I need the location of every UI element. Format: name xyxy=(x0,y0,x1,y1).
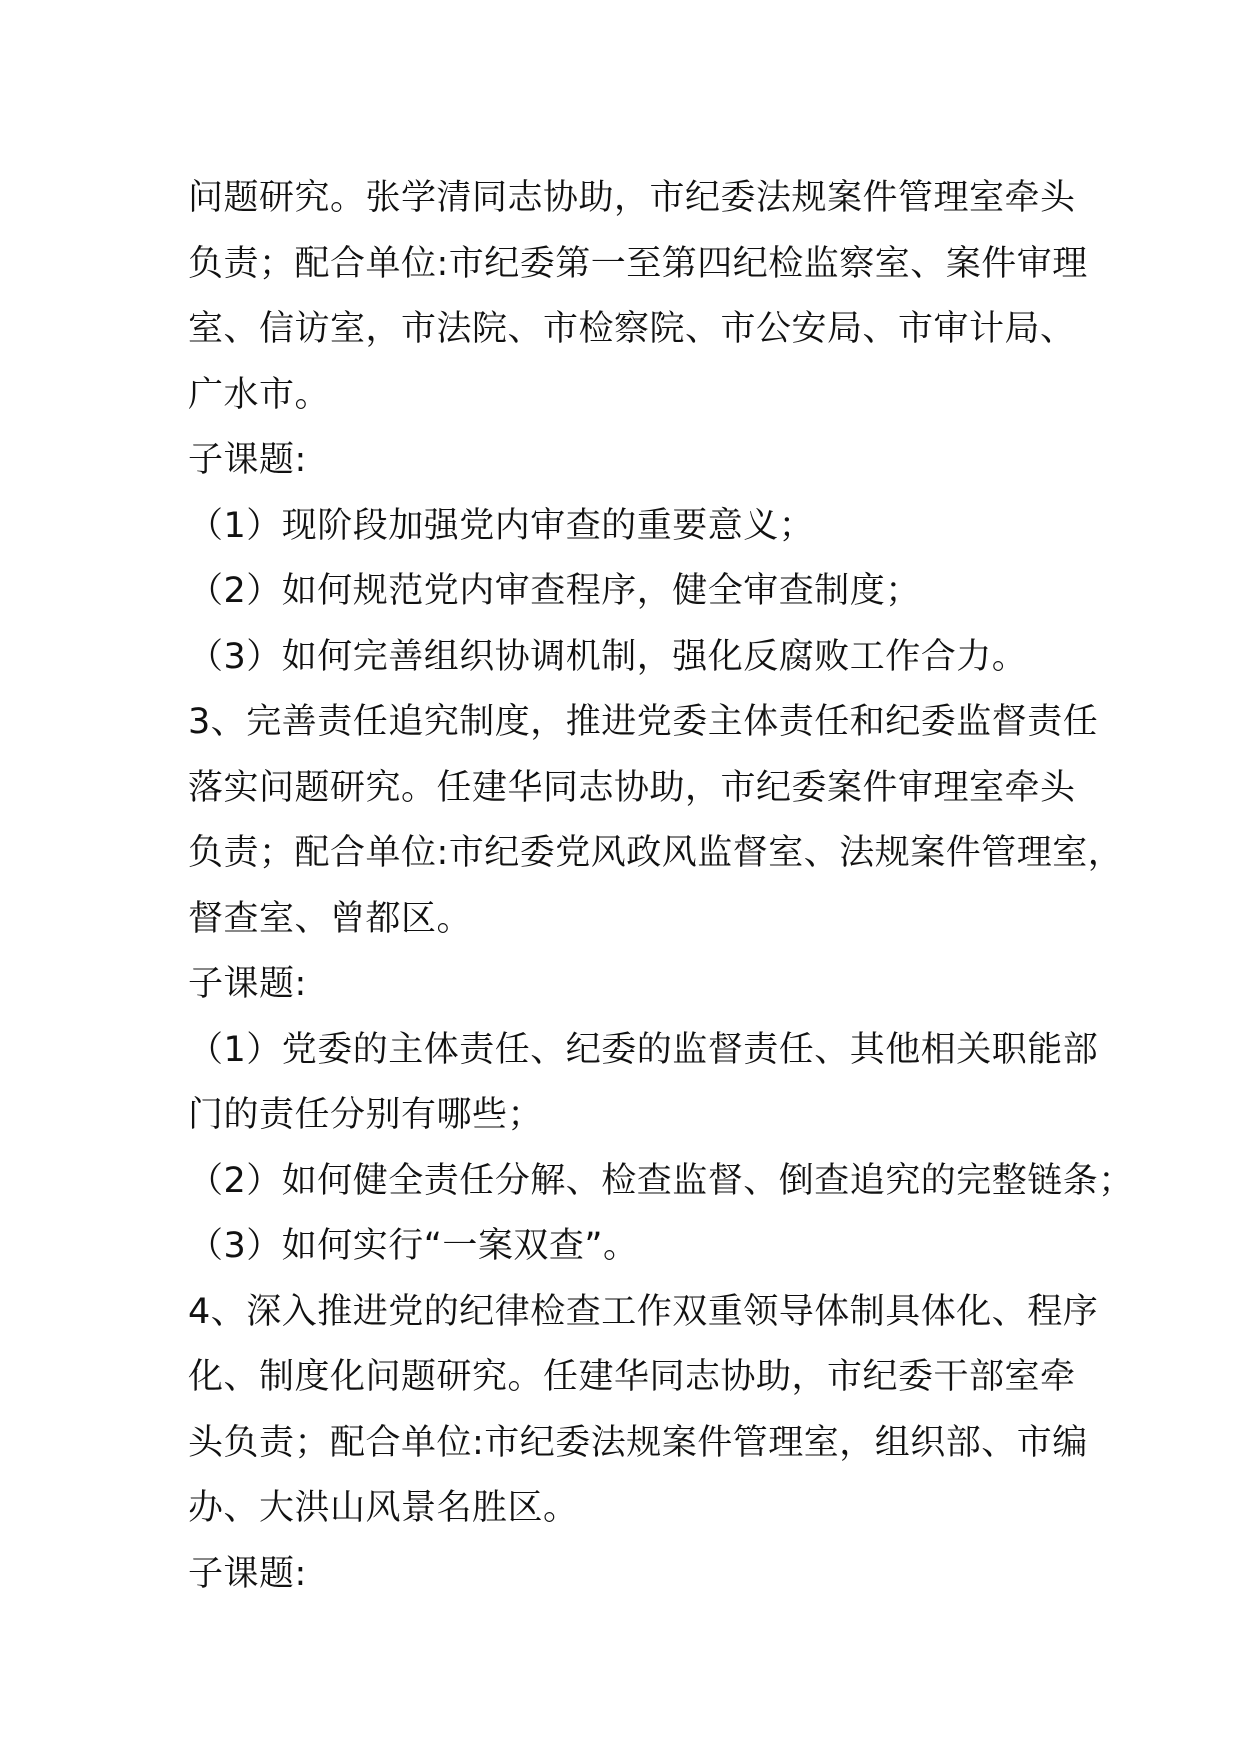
text-line: 办、大洪山风景名胜区。 xyxy=(188,1488,579,1528)
text-line: 头负责；配合单位:市纪委法规案件管理室，组织部、市编 xyxy=(188,1422,1088,1463)
subtopic-item: （2）如何规范党内审查程序，健全审查制度； xyxy=(188,571,921,611)
subtopic-item: （1）党委的主体责任、纪委的监督责任、其他相关职能部 xyxy=(188,1029,1099,1070)
body-text xyxy=(188,166,1134,1607)
section-heading: 4、深入推进党的纪律检查工作双重领导体制具体化、程序 xyxy=(188,1291,1099,1332)
text-line: 广水市。 xyxy=(188,374,331,415)
section-heading: 3、完善责任追究制度，推进党委主体责任和纪委监督责任 xyxy=(188,702,1099,742)
text-line: 化、制度化问题研究。任建华同志协助，市纪委干部室牵 xyxy=(188,1357,1076,1397)
text-line: 问题研究。张学清同志协助，市纪委法规案件管理室牵头 xyxy=(188,178,1076,218)
subtopic-item: （3）如何完善组织协调机制，强化反腐败工作合力。 xyxy=(188,636,1028,677)
text-line: 室、信访室，市法院、市检察院、市公安局、市审计局、 xyxy=(188,309,1076,349)
text-line: 负责；配合单位:市纪委党风政风监督室、法规案件管理室， xyxy=(188,833,1124,873)
text-line: 落实问题研究。任建华同志协助，市纪委案件审理室牵头 xyxy=(188,767,1076,808)
subtopic-item: （3）如何实行“一案双查”。 xyxy=(188,1226,639,1266)
subtopic-heading: 子课题: xyxy=(188,964,307,1004)
subtopic-heading: 子课题: xyxy=(188,440,307,480)
text-line: 负责；配合单位:市纪委第一至第四纪检监察室、案件审理 xyxy=(188,243,1088,284)
subtopic-item: 门的责任分别有哪些； xyxy=(188,1095,544,1135)
text-line: 督查室、曾都区。 xyxy=(188,898,473,939)
subtopic-heading: 子课题: xyxy=(188,1553,307,1594)
subtopic-item: （2）如何健全责任分解、检查监督、倒查追究的完整链条； xyxy=(188,1160,1134,1201)
subtopic-item: （1）现阶段加强党内审查的重要意义； xyxy=(188,505,815,546)
